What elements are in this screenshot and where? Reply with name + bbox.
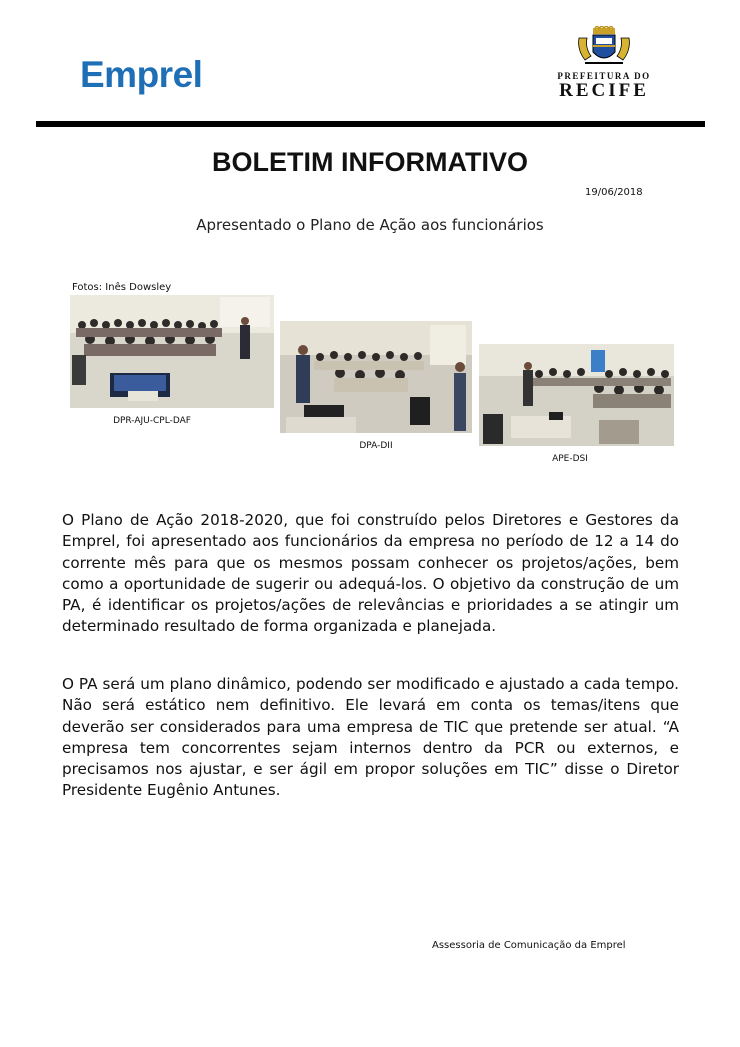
photo-caption-2: DPA-DII [359, 441, 393, 451]
recife-label: RECIFE [559, 80, 649, 101]
article-paragraph: O PA será um plano dinâmico, podendo ser modificado e ajustado a cada tempo. Não será estático nem definitivo. Ele levará em conta os temas/itens que deverão ser considerados para uma empresa de TIC que pretende ser atual. “A empresa tem concorrentes sejam internos dentro da PCR ou externos, e precisamos nos ajustar, e ser ágil em propor soluções em TIC” disse o Diretor Presidente Eugênio Antunes. [62, 675, 679, 800]
emprel-logo: Emprel [80, 54, 203, 95]
photo-caption-1: DPR-AJU-CPL-DAF [113, 416, 191, 426]
header-divider [36, 121, 705, 127]
meeting-photo-2 [280, 321, 472, 433]
meeting-photo-1 [70, 295, 274, 408]
prefeitura-label: PREFEITURA DO [557, 71, 651, 81]
article-subtitle: Apresentado o Plano de Ação aos funcionários [196, 216, 544, 234]
prefeitura-recife-logo [548, 26, 660, 101]
photo-credit: Fotos: Inês Dowsley [72, 282, 172, 293]
footer-signature: Assessoria de Comunicação da Emprel [432, 940, 626, 951]
recife-coat-of-arms-icon [575, 26, 633, 68]
meeting-photo-3 [479, 344, 674, 446]
publication-date: 19/06/2018 [585, 187, 643, 198]
article-paragraph: O Plano de Ação 2018-2020, que foi construído pelos Diretores e Gestores da Emprel, foi apresentado aos funcionários da empresa no período de 12 a 14 do corrente mês para que os mesmos possam conhecer os projetos/ações, bem como a oportunidade de sugerir ou adequá-los. O objetivo da construção de um PA, é identificar os projetos/ações de relevâncias e prioridades a se atingir um determinado resultado de forma organizada e planejada. [62, 511, 679, 636]
page-title: BOLETIM INFORMATIVO [212, 147, 528, 177]
photo-caption-3: APE-DSI [552, 454, 588, 464]
